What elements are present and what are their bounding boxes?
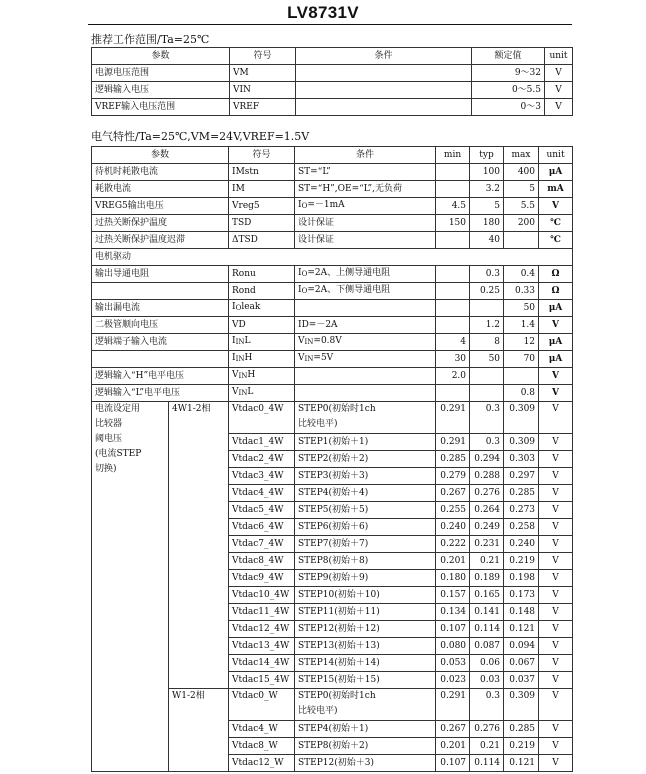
condition-cell: ST=“L”: [295, 164, 436, 181]
typ-cell: 100: [470, 164, 504, 181]
unit-cell: ℃: [539, 232, 573, 249]
table-row: [92, 65, 573, 82]
table-row: [92, 82, 573, 99]
typ-cell: 0.189: [470, 570, 504, 587]
min-cell: 0.134: [436, 604, 470, 621]
group-label-cell: [92, 402, 169, 772]
condition-cell: IO=2A、下侧导通电阻: [295, 283, 436, 300]
min-cell: 0.285: [436, 451, 470, 468]
unit-cell: V: [545, 82, 573, 99]
unit-cell: V: [539, 689, 573, 721]
max-cell: 0.037: [504, 672, 539, 689]
symbol-cell: Vtdac0_W: [229, 689, 295, 721]
param-cell: 逻辑输入“H”电平电压: [92, 368, 229, 385]
max-cell: 0.198: [504, 570, 539, 587]
unit-cell: V: [539, 655, 573, 672]
param-cell: 电源电压范围: [92, 65, 230, 82]
condition-cell: STEP3(初始＋3): [295, 468, 436, 485]
table-row: [92, 368, 573, 385]
min-cell: [436, 181, 470, 198]
unit-cell: V: [539, 638, 573, 655]
max-cell: 0.8: [504, 385, 539, 402]
param-cell: 待机时耗散电流: [92, 164, 229, 181]
section-label-cell: 电机驱动: [92, 249, 573, 266]
table-row: [92, 351, 573, 368]
symbol-cell: VD: [229, 317, 295, 334]
table-row: [92, 198, 573, 215]
typ-cell: 180: [470, 215, 504, 232]
condition-cell: STEP2(初始＋2): [295, 451, 436, 468]
min-cell: 0.291: [436, 689, 470, 721]
min-cell: 0.080: [436, 638, 470, 655]
table-row: [92, 385, 573, 402]
min-cell: [436, 283, 470, 300]
condition-cell: STEP5(初始＋5): [295, 502, 436, 519]
max-cell: [504, 232, 539, 249]
typ-cell: 0.141: [470, 604, 504, 621]
condition-cell: ID=－2A: [295, 317, 436, 334]
symbol-cell: IINH: [229, 351, 295, 368]
typ-cell: 0.25: [470, 283, 504, 300]
max-cell: 0.219: [504, 738, 539, 755]
unit-cell: V: [539, 755, 573, 772]
symbol-cell: Vtdac10_4W: [229, 587, 295, 604]
min-cell: 0.053: [436, 655, 470, 672]
min-cell: 0.023: [436, 672, 470, 689]
symbol-cell: VREF: [230, 99, 296, 116]
condition-cell: [296, 82, 472, 99]
symbol-cell: Vtdac2_4W: [229, 451, 295, 468]
table-row: [92, 402, 573, 434]
min-cell: 0.255: [436, 502, 470, 519]
value-cell: 0～5.5: [472, 82, 545, 99]
max-cell: 0.285: [504, 485, 539, 502]
condition-cell: [295, 368, 436, 385]
condition-cell: [295, 385, 436, 402]
max-cell: 0.4: [504, 266, 539, 283]
max-cell: 200: [504, 215, 539, 232]
max-cell: 0.303: [504, 451, 539, 468]
min-cell: [436, 266, 470, 283]
unit-cell: V: [539, 485, 573, 502]
unit-cell: V: [539, 385, 573, 402]
typ-cell: 0.276: [470, 721, 504, 738]
param-cell: 输出漏电流: [92, 300, 229, 317]
table-row: [92, 317, 573, 334]
param-cell: VREG5输出电压: [92, 198, 229, 215]
min-cell: [436, 164, 470, 181]
condition-cell: STEP6(初始＋6): [295, 519, 436, 536]
param-cell: 过热关断保护温度: [92, 215, 229, 232]
symbol-cell: Vtdac6_4W: [229, 519, 295, 536]
typ-cell: 3.2: [470, 181, 504, 198]
min-cell: 0.291: [436, 402, 470, 434]
typ-cell: 0.087: [470, 638, 504, 655]
table-row: [92, 215, 573, 232]
typ-cell: 0.03: [470, 672, 504, 689]
max-cell: [504, 368, 539, 385]
min-cell: [436, 300, 470, 317]
condition-cell: STEP7(初始＋7): [295, 536, 436, 553]
condition-cell: 设计保证: [295, 215, 436, 232]
param-cell: 过热关断保护温度迟滞: [92, 232, 229, 249]
symbol-cell: ΔTSD: [229, 232, 295, 249]
condition-cell: STEP11(初始＋11): [295, 604, 436, 621]
condition-cell: [296, 65, 472, 82]
condition-cell: STEP1(初始＋1): [295, 434, 436, 451]
min-cell: [436, 317, 470, 334]
title-rule: [88, 24, 572, 25]
min-cell: 0.201: [436, 553, 470, 570]
condition-cell: IO=－1mA: [295, 198, 436, 215]
section1-heading: 推荐工作范围/Ta=25℃: [91, 33, 210, 46]
table-header-row: [92, 48, 573, 65]
condition-line: STEP0(初始时1ch: [298, 691, 376, 701]
symbol-cell: IM: [229, 181, 295, 198]
header-condition: 条件: [295, 147, 436, 164]
typ-cell: 5: [470, 198, 504, 215]
unit-cell: V: [545, 99, 573, 116]
symbol-cell: Vtdac15_4W: [229, 672, 295, 689]
min-cell: 0.157: [436, 587, 470, 604]
max-cell: 0.309: [504, 434, 539, 451]
max-cell: 400: [504, 164, 539, 181]
unit-cell: V: [539, 434, 573, 451]
condition-cell: STEP14(初始＋14): [295, 655, 436, 672]
unit-cell: Ω: [539, 283, 573, 300]
header-unit: unit: [539, 147, 573, 164]
unit-cell: V: [539, 519, 573, 536]
min-cell: 0.180: [436, 570, 470, 587]
typ-cell: 0.3: [470, 434, 504, 451]
symbol-cell: Vtdac1_4W: [229, 434, 295, 451]
max-cell: 0.33: [504, 283, 539, 300]
group-label-line: 比较器: [95, 419, 123, 429]
condition-line: STEP0(初始时1ch: [298, 404, 376, 414]
value-cell: 0～3: [472, 99, 545, 116]
unit-cell: ℃: [539, 215, 573, 232]
symbol-cell: Vtdac7_4W: [229, 536, 295, 553]
symbol-cell: IINL: [229, 334, 295, 351]
max-cell: 1.4: [504, 317, 539, 334]
header-condition: 条件: [296, 48, 472, 65]
max-cell: 0.240: [504, 536, 539, 553]
table-row: [92, 300, 573, 317]
header-symbol: 符号: [230, 48, 296, 65]
condition-cell: STEP4(初始＋1): [295, 721, 436, 738]
symbol-cell: Vtdac4_4W: [229, 485, 295, 502]
unit-cell: V: [539, 672, 573, 689]
symbol-cell: IOleak: [229, 300, 295, 317]
typ-cell: 1.2: [470, 317, 504, 334]
symbol-cell: Vtdac12_4W: [229, 621, 295, 638]
condition-cell: VIN=0.8V: [295, 334, 436, 351]
param-cell: 逻辑端子输入电流: [92, 334, 229, 351]
symbol-cell: VM: [230, 65, 296, 82]
unit-cell: V: [545, 65, 573, 82]
condition-cell: IO=2A、上侧导通电阻: [295, 266, 436, 283]
condition-cell: [295, 689, 436, 721]
max-cell: 12: [504, 334, 539, 351]
table-row: [92, 283, 573, 300]
typ-cell: 0.3: [470, 266, 504, 283]
symbol-cell: Vreg5: [229, 198, 295, 215]
min-cell: 0.107: [436, 755, 470, 772]
max-cell: 0.094: [504, 638, 539, 655]
condition-cell: STEP10(初始＋10): [295, 587, 436, 604]
typ-cell: 0.114: [470, 755, 504, 772]
unit-cell: μA: [539, 334, 573, 351]
min-cell: 0.240: [436, 519, 470, 536]
table-row: [92, 181, 573, 198]
value-cell: 9～32: [472, 65, 545, 82]
typ-cell: 50: [470, 351, 504, 368]
condition-cell: STEP8(初始＋2): [295, 738, 436, 755]
unit-cell: V: [539, 402, 573, 434]
condition-cell: 设计保证: [295, 232, 436, 249]
symbol-cell: Rond: [229, 283, 295, 300]
min-cell: 0.107: [436, 621, 470, 638]
symbol-cell: Vtdac9_4W: [229, 570, 295, 587]
typ-cell: [470, 300, 504, 317]
typ-cell: 0.264: [470, 502, 504, 519]
section2-heading: 电气特性/Ta=25℃,VM=24V,VREF=1.5V: [91, 130, 310, 143]
condition-cell: VIN=5V: [295, 351, 436, 368]
max-cell: 0.285: [504, 721, 539, 738]
min-cell: 0.279: [436, 468, 470, 485]
unit-cell: V: [539, 621, 573, 638]
symbol-cell: Vtdac4_W: [229, 721, 295, 738]
unit-cell: V: [539, 587, 573, 604]
min-cell: [436, 385, 470, 402]
param-cell: 耗散电流: [92, 181, 229, 198]
document-title: LV8731V: [287, 3, 359, 22]
min-cell: 4.5: [436, 198, 470, 215]
unit-cell: V: [539, 451, 573, 468]
max-cell: 0.297: [504, 468, 539, 485]
param-cell: [92, 283, 229, 300]
condition-cell: STEP4(初始＋4): [295, 485, 436, 502]
symbol-cell: Vtdac8_W: [229, 738, 295, 755]
condition-cell: STEP12(初始＋12): [295, 621, 436, 638]
table-row: [92, 334, 573, 351]
condition-cell: STEP12(初始＋3): [295, 755, 436, 772]
condition-cell: [295, 300, 436, 317]
condition-cell: STEP15(初始＋15): [295, 672, 436, 689]
unit-cell: Ω: [539, 266, 573, 283]
max-cell: 0.121: [504, 621, 539, 638]
condition-cell: ST=“H”,OE=“L”,无负荷: [295, 181, 436, 198]
table-row: [92, 164, 573, 181]
typ-cell: 0.294: [470, 451, 504, 468]
condition-line: 比较电平): [298, 419, 338, 429]
symbol-cell: Vtdac3_4W: [229, 468, 295, 485]
unit-cell: V: [539, 368, 573, 385]
header-min: min: [436, 147, 470, 164]
max-cell: 0.309: [504, 402, 539, 434]
unit-cell: V: [539, 604, 573, 621]
mode-cell: 4W1-2相: [169, 402, 229, 689]
symbol-cell: TSD: [229, 215, 295, 232]
typ-cell: 0.06: [470, 655, 504, 672]
mode-cell: W1-2相: [169, 689, 229, 772]
max-cell: 5.5: [504, 198, 539, 215]
min-cell: 150: [436, 215, 470, 232]
max-cell: 0.121: [504, 755, 539, 772]
typ-cell: 40: [470, 232, 504, 249]
min-cell: 0.201: [436, 738, 470, 755]
symbol-cell: Vtdac8_4W: [229, 553, 295, 570]
typ-cell: [470, 385, 504, 402]
typ-cell: 0.165: [470, 587, 504, 604]
typ-cell: [470, 368, 504, 385]
recommended-range-table: [91, 47, 573, 116]
header-param: 参数: [92, 147, 229, 164]
min-cell: 0.267: [436, 485, 470, 502]
symbol-cell: Vtdac0_4W: [229, 402, 295, 434]
condition-cell: STEP8(初始＋8): [295, 553, 436, 570]
table-row: [92, 232, 573, 249]
condition-cell: STEP13(初始＋13): [295, 638, 436, 655]
max-cell: 0.148: [504, 604, 539, 621]
param-cell: 输出导通电阻: [92, 266, 229, 283]
symbol-cell: Vtdac13_4W: [229, 638, 295, 655]
param-cell: [92, 351, 229, 368]
table-row: [92, 99, 573, 116]
typ-cell: 0.3: [470, 689, 504, 721]
max-cell: 0.067: [504, 655, 539, 672]
symbol-cell: VINL: [229, 385, 295, 402]
unit-cell: V: [539, 468, 573, 485]
param-cell: VREF输入电压范围: [92, 99, 230, 116]
max-cell: 0.309: [504, 689, 539, 721]
unit-cell: mA: [539, 181, 573, 198]
unit-cell: μA: [539, 164, 573, 181]
header-typ: typ: [470, 147, 504, 164]
header-rated-value: 额定值: [472, 48, 545, 65]
header-symbol: 符号: [229, 147, 295, 164]
min-cell: 4: [436, 334, 470, 351]
typ-cell: 0.276: [470, 485, 504, 502]
symbol-cell: Ronu: [229, 266, 295, 283]
max-cell: 0.258: [504, 519, 539, 536]
max-cell: 0.273: [504, 502, 539, 519]
max-cell: 0.219: [504, 553, 539, 570]
group-label-line: 切换): [95, 464, 117, 474]
max-cell: 70: [504, 351, 539, 368]
typ-cell: 0.21: [470, 738, 504, 755]
unit-cell: V: [539, 502, 573, 519]
unit-cell: V: [539, 198, 573, 215]
header-param: 参数: [92, 48, 230, 65]
typ-cell: 0.249: [470, 519, 504, 536]
unit-cell: V: [539, 536, 573, 553]
max-cell: 5: [504, 181, 539, 198]
unit-cell: V: [539, 570, 573, 587]
symbol-cell: VIN: [230, 82, 296, 99]
condition-cell: STEP9(初始＋9): [295, 570, 436, 587]
group-label-line: 阈电压: [95, 434, 123, 444]
header-unit: unit: [545, 48, 573, 65]
condition-cell: [296, 99, 472, 116]
symbol-cell: Vtdac11_4W: [229, 604, 295, 621]
typ-cell: 0.3: [470, 402, 504, 434]
param-cell: 二极管顺向电压: [92, 317, 229, 334]
table-row: [92, 266, 573, 283]
min-cell: 0.291: [436, 434, 470, 451]
symbol-cell: Vtdac14_4W: [229, 655, 295, 672]
condition-cell: [295, 402, 436, 434]
typ-cell: 0.114: [470, 621, 504, 638]
symbol-cell: VINH: [229, 368, 295, 385]
typ-cell: 8: [470, 334, 504, 351]
min-cell: 30: [436, 351, 470, 368]
group-label-line: 电流设定用: [95, 404, 141, 414]
electrical-characteristics-table: [91, 146, 573, 772]
min-cell: 2.0: [436, 368, 470, 385]
unit-cell: V: [539, 553, 573, 570]
symbol-cell: Vtdac12_W: [229, 755, 295, 772]
min-cell: 0.267: [436, 721, 470, 738]
unit-cell: μA: [539, 300, 573, 317]
param-cell: 逻辑输入电压: [92, 82, 230, 99]
typ-cell: 0.288: [470, 468, 504, 485]
unit-cell: V: [539, 738, 573, 755]
min-cell: 0.222: [436, 536, 470, 553]
group-label-line: (电流STEP: [95, 449, 142, 459]
header-max: max: [504, 147, 539, 164]
table-header-row: [92, 147, 573, 164]
symbol-cell: IMstn: [229, 164, 295, 181]
typ-cell: 0.21: [470, 553, 504, 570]
param-cell: 逻辑输入“L”电平电压: [92, 385, 229, 402]
min-cell: [436, 232, 470, 249]
unit-cell: V: [539, 721, 573, 738]
max-cell: 0.173: [504, 587, 539, 604]
typ-cell: 0.231: [470, 536, 504, 553]
max-cell: 50: [504, 300, 539, 317]
symbol-cell: Vtdac5_4W: [229, 502, 295, 519]
condition-line: 比较电平): [298, 706, 338, 716]
unit-cell: μA: [539, 351, 573, 368]
unit-cell: V: [539, 317, 573, 334]
table-row: [92, 249, 573, 266]
